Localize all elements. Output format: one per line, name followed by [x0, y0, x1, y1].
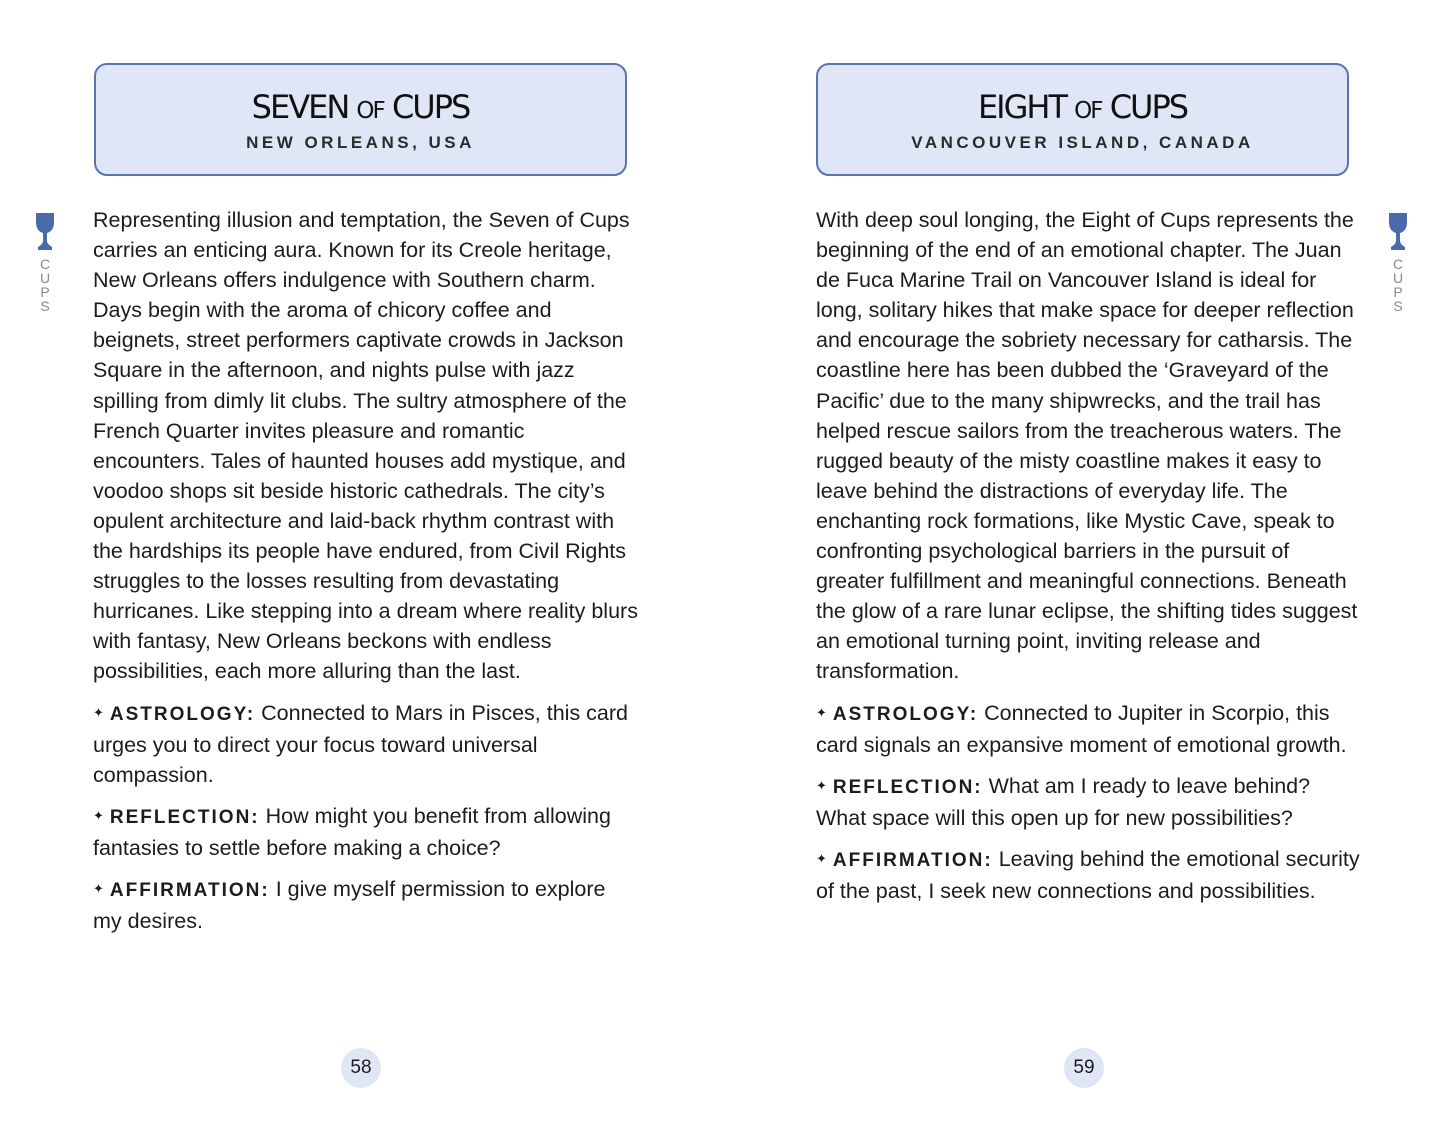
astrology-label: ASTROLOGY:: [832, 703, 979, 725]
card-title-of: OF: [1074, 98, 1102, 124]
reflection-entry: [816, 771, 1361, 833]
bullet-icon: ✦: [816, 704, 827, 720]
reflection-entry: [93, 801, 638, 863]
card-title: [96, 87, 625, 131]
card-title: [818, 87, 1347, 131]
astrology-entry: [93, 698, 638, 790]
suit-side-label: C U P S: [1392, 256, 1404, 314]
page-number: 58: [341, 1048, 381, 1088]
card-title-of: OF: [356, 98, 384, 124]
right-page: [722, 0, 1445, 1127]
affirmation-text: I give myself permission to explore my desires.: [93, 876, 606, 934]
card-title-suit: CUPS: [1109, 88, 1188, 126]
card-title-box: [94, 63, 627, 176]
reflection-label: REFLECTION:: [832, 776, 983, 798]
left-page: [0, 0, 722, 1127]
reflection-text: How might you benefit from allowing fantasies to settle before making a choice?: [93, 803, 611, 860]
card-location: NEW ORLEANS, USA: [246, 133, 475, 152]
reflection-label: REFLECTION:: [109, 806, 260, 828]
card-description: Representing illusion and temptation, the Seven of Cups carries an enticing aura. Known for its Creole heritage, New Orleans offers indulgence with Southern charm. Days begin with the aroma of chicory coffee and beignets, street performers captivate crowds in Jackson Square in the afternoon, and nights pulse with jazz spilling from dimly lit clubs. The sultry atmosphere of the French Quarter invites pleasure and romantic encounters. Tales of haunted houses add mystique, and voodoo shops sit beside historic cathedrals. The city’s opulent architecture and laid-back rhythm contrast with the hardships its people have endured, from Civil Rights struggles to the losses resulting from devastating hurricanes. Like stepping into a dream where reality blurs with fantasy, New Orleans beckons with endless possibilities, each more alluring than the last.: [93, 208, 638, 684]
card-title-box: [816, 63, 1349, 176]
suit-side-tab: [33, 213, 57, 313]
astrology-entry: [816, 698, 1361, 760]
bullet-icon: ✦: [93, 704, 104, 720]
bullet-icon: ✦: [816, 777, 827, 793]
affirmation-entry: [816, 844, 1361, 906]
card-location: VANCOUVER ISLAND, CANADA: [911, 133, 1254, 152]
bullet-icon: ✦: [93, 880, 104, 896]
bullet-icon: ✦: [93, 807, 104, 823]
card-title-first: SEVEN: [251, 88, 349, 126]
card-description: With deep soul longing, the Eight of Cups represents the beginning of the end of an emotional chapter. The Juan de Fuca Marine Trail on Vancouver Island is ideal for long, solitary hikes that make space for deeper reflection and encourage the sobriety necessary for catharsis. The coastline here has been dubbed the ‘Graveyard of the Pacific’ due to the many shipwrecks, and the trail has helped rescue sailors from the treacherous waters. The rugged beauty of the misty coastline makes it easy to leave behind the distractions of everyday life. The enchanting rock formations, like Mystic Cave, speak to confronting psychological barriers in the pursuit of greater fulfillment and meaningful connections. Beneath the glow of a rare lunar eclipse, the shifting tides suggest an emotional turning point, inviting release and transformation.: [816, 208, 1358, 684]
bullet-icon: ✦: [816, 850, 827, 866]
cup-icon: [35, 213, 55, 251]
astrology-label: ASTROLOGY:: [109, 703, 256, 725]
suit-side-label: C U P S: [39, 256, 51, 314]
affirmation-label: AFFIRMATION:: [832, 849, 993, 871]
card-body: [93, 205, 638, 936]
card-title-first: EIGHT: [977, 88, 1066, 126]
reflection-text: What am I ready to leave behind? What space will this open up for new possibilities?: [816, 773, 1311, 830]
astrology-text: Connected to Jupiter in Scorpio, this card signals an expansive moment of emotional growth.: [816, 700, 1347, 757]
suit-side-tab: [1386, 213, 1410, 313]
affirmation-text: Leaving behind the emotional security of the past, I seek new connections and possibilities.: [816, 846, 1360, 903]
page-number: 59: [1064, 1048, 1104, 1088]
affirmation-entry: [93, 874, 638, 936]
card-body: [816, 205, 1361, 906]
card-title-suit: CUPS: [391, 88, 470, 126]
affirmation-label: AFFIRMATION:: [109, 879, 270, 901]
cup-icon: [1388, 213, 1408, 251]
astrology-text: Connected to Mars in Pisces, this card urges you to direct your focus toward universal compassion.: [93, 700, 629, 787]
